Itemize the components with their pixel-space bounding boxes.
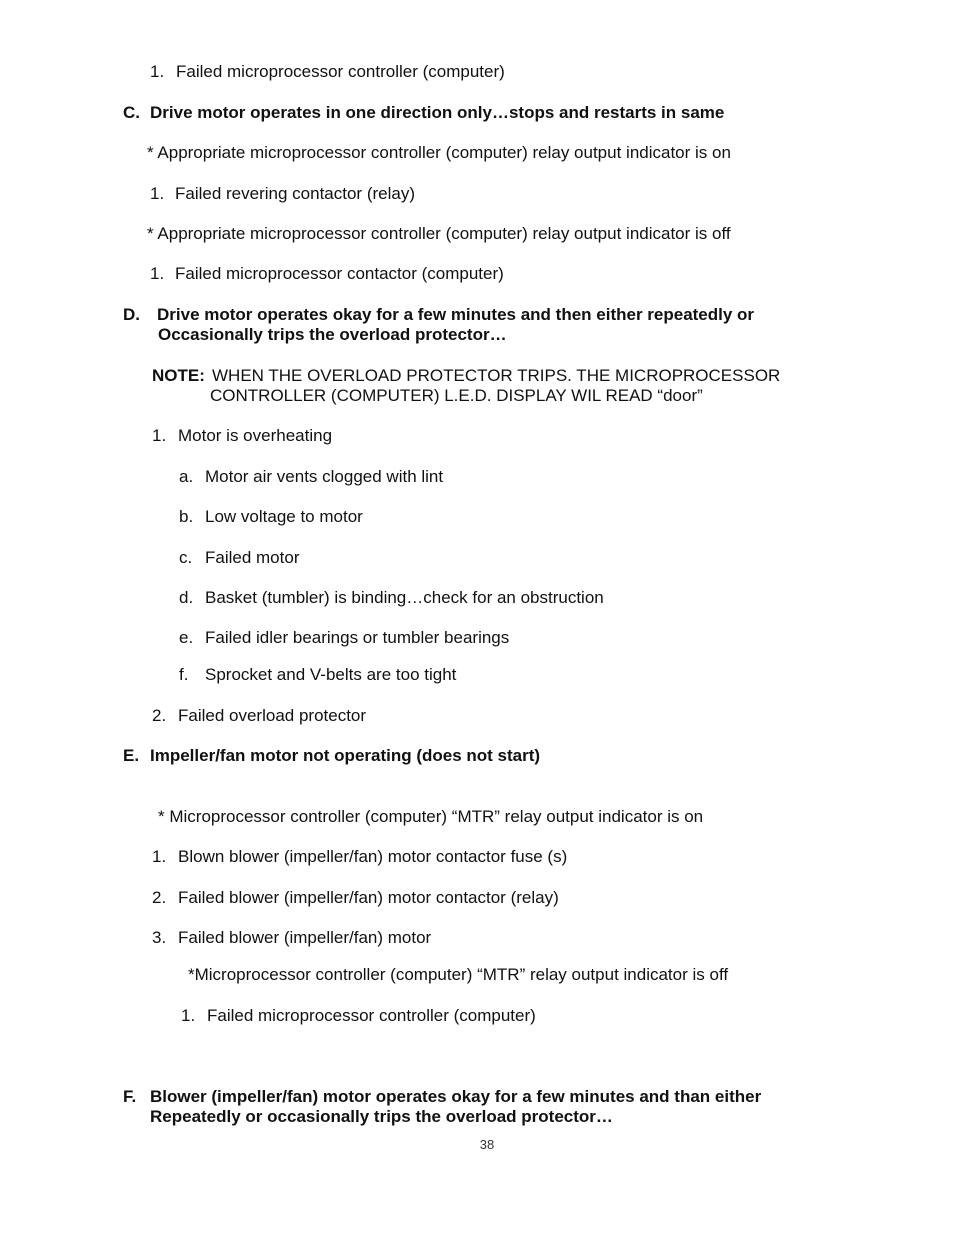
condition-note-text: *Microprocessor controller (computer) “MTR” relay output indicator is off xyxy=(188,965,729,984)
list-number: 2. xyxy=(152,888,167,907)
section-heading-text: Blower (impeller/fan) motor operates okay for a few minutes and than either xyxy=(150,1087,762,1106)
condition-note-text: * Appropriate microprocessor controller (computer) relay output indicator is on xyxy=(147,143,731,162)
note-text: CONTROLLER (COMPUTER) L.E.D. DISPLAY WIL READ “door” xyxy=(210,386,703,405)
list-number: 1. xyxy=(150,62,165,81)
list-item-text: Failed blower (impeller/fan) motor contactor (relay) xyxy=(178,888,559,907)
condition-note-text: * Microprocessor controller (computer) “MTR” relay output indicator is on xyxy=(158,807,704,826)
sub-list-item-text: Low voltage to motor xyxy=(205,507,363,526)
list-item-text: Blown blower (impeller/fan) motor contactor fuse (s) xyxy=(178,847,568,866)
sub-list-letter: d. xyxy=(179,588,194,607)
note-text: WHEN THE OVERLOAD PROTECTOR TRIPS. THE MICROPROCESSOR xyxy=(212,366,781,385)
list-number: 2. xyxy=(152,706,167,725)
list-number: 1. xyxy=(152,847,167,866)
list-item-text: Failed overload protector xyxy=(178,706,367,725)
list-item-text: Failed microprocessor controller (computer) xyxy=(207,1006,536,1025)
list-number: 1. xyxy=(181,1006,196,1025)
sub-list-item-text: Motor air vents clogged with lint xyxy=(205,467,444,486)
sub-list-item-text: Basket (tumbler) is binding…check for an obstruction xyxy=(205,588,604,607)
list-number: 1. xyxy=(152,426,167,445)
section-letter: F. xyxy=(123,1087,137,1106)
condition-note-text: * Appropriate microprocessor controller (computer) relay output indicator is off xyxy=(147,224,731,243)
list-number: 1. xyxy=(150,264,165,283)
sub-list-letter: c. xyxy=(179,548,193,567)
list-item-text: Failed microprocessor controller (computer) xyxy=(176,62,505,81)
section-letter: C. xyxy=(123,103,140,122)
section-heading-text: Repeatedly or occasionally trips the overload protector… xyxy=(150,1107,613,1126)
sub-list-letter: b. xyxy=(179,507,194,526)
sub-list-item-text: Failed idler bearings or tumbler bearings xyxy=(205,628,510,647)
list-item-text: Failed blower (impeller/fan) motor xyxy=(178,928,432,947)
section-heading-text: Occasionally trips the overload protector… xyxy=(158,325,507,344)
list-item-text: Motor is overheating xyxy=(178,426,333,445)
section-heading-text: Drive motor operates in one direction only…stops and restarts in same xyxy=(150,103,725,122)
sub-list-letter: f. xyxy=(179,665,189,684)
section-heading-text: Drive motor operates okay for a few minutes and then either repeatedly or xyxy=(157,305,755,324)
list-item-text: Failed revering contactor (relay) xyxy=(175,184,415,203)
section-letter: D. xyxy=(123,305,140,324)
sub-list-letter: e. xyxy=(179,628,194,647)
page-number: 38 xyxy=(479,1137,495,1152)
list-number: 1. xyxy=(150,184,165,203)
note-label: NOTE: xyxy=(152,366,205,385)
section-letter: E. xyxy=(123,746,140,765)
sub-list-item-text: Sprocket and V-belts are too tight xyxy=(205,665,457,684)
list-item-text: Failed microprocessor contactor (computer) xyxy=(175,264,504,283)
section-heading-text: Impeller/fan motor not operating (does not start) xyxy=(150,746,541,765)
sub-list-item-text: Failed motor xyxy=(205,548,300,567)
list-number: 3. xyxy=(152,928,167,947)
sub-list-letter: a. xyxy=(179,467,194,486)
